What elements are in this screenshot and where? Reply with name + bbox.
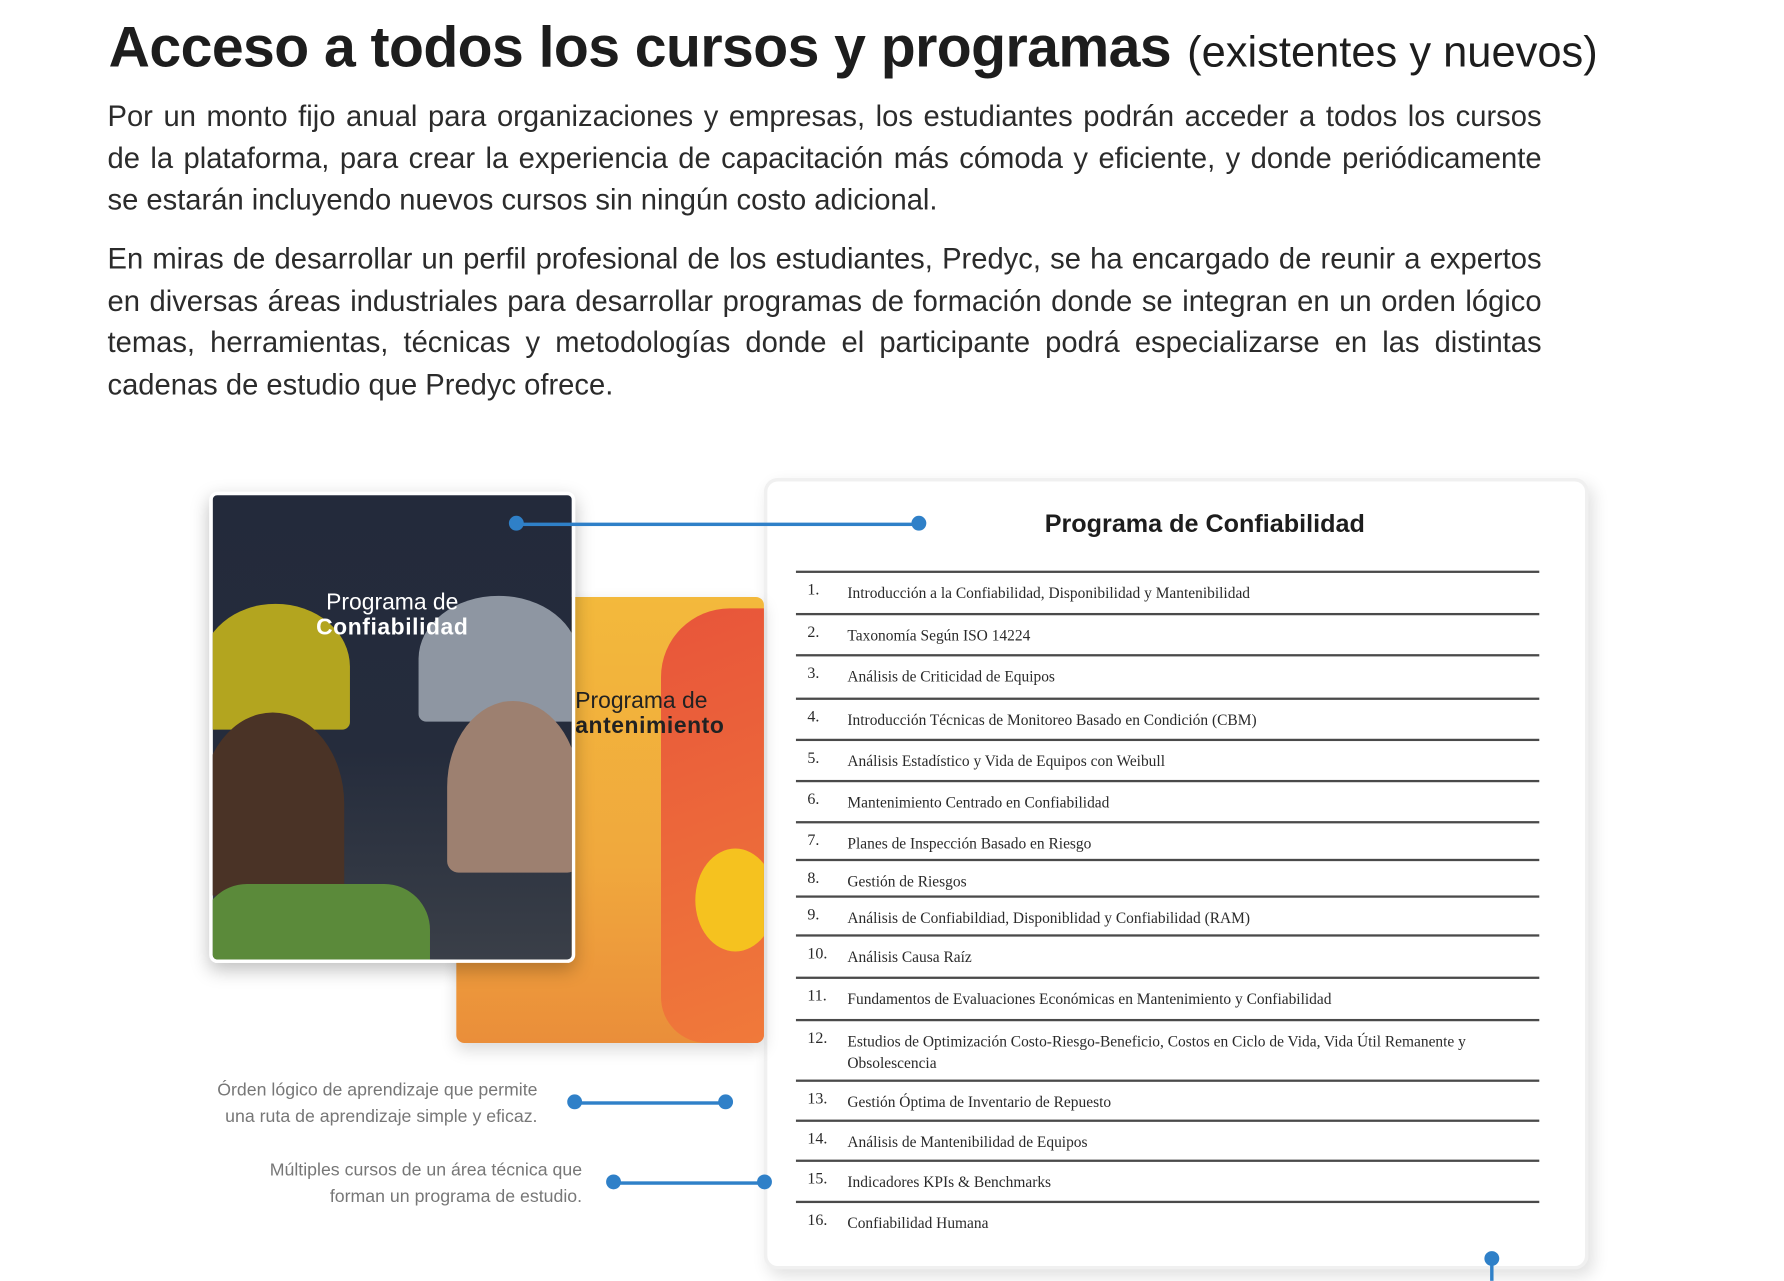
item-text: Gestión de Riesgos (847, 872, 967, 890)
item-text: Indicadores KPIs & Benchmarks (847, 1173, 1052, 1191)
card-label-line2: Confiabilidad (316, 615, 469, 641)
intro-paragraph: Por un monto fijo anual para organizaciones y empresas, los estudiantes podrán acceder a todos los cursos de la plataforma, para crear la experiencia de capacitación más cómoda y eficiente, y donde periódicamente se estarán incluyendo nuevos cursos sin ningún costo adicional. (107, 100, 1542, 217)
item-number: 5. (807, 750, 820, 768)
list-item[interactable] (796, 1019, 1539, 1072)
item-number: 11. (807, 988, 827, 1006)
item-number: 9. (807, 906, 820, 925)
connector-line (575, 1101, 725, 1104)
list-item[interactable] (796, 934, 1539, 966)
connector-dot (718, 1094, 733, 1109)
item-text: Estudios de Optimización Costo-Riesgo-Beneficio, Costos en Ciclo de Vida, Vida Útil Remanente y Obsolescencia (847, 1032, 1466, 1072)
program-panel (764, 478, 1589, 1269)
item-number: 6. (807, 791, 820, 809)
caption-line: forman un programa de estudio. (329, 1187, 583, 1207)
caption-learning-path (149, 1077, 538, 1130)
item-number: 14. (807, 1131, 828, 1149)
list-item[interactable] (796, 1080, 1539, 1111)
list-item[interactable] (796, 977, 1539, 1008)
page-title (109, 14, 1598, 80)
panel-title: Programa de Confiabilidad (1044, 508, 1365, 538)
list-item[interactable] (796, 859, 1539, 890)
item-text: Fundamentos de Evaluaciones Económicas en Mantenimiento y Confiabilidad (847, 990, 1332, 1008)
list-item[interactable] (796, 895, 1539, 927)
list-item[interactable] (796, 571, 1539, 602)
caption-line: Múltiples cursos de un área técnica que (269, 1160, 583, 1181)
connector-dot (911, 516, 926, 531)
list-item[interactable] (796, 613, 1539, 644)
item-text: Mantenimiento Centrado en Confiabilidad (847, 793, 1110, 811)
item-number: 15. (807, 1171, 828, 1189)
worker-image (661, 608, 764, 1043)
title-main: Acceso a todos los cursos y programas (108, 14, 1172, 79)
reliability-program-card[interactable] (209, 492, 575, 963)
item-number: 16. (807, 1212, 828, 1230)
list-item[interactable] (796, 1160, 1539, 1191)
item-text: Análisis Estadístico y Vida de Equipos con Weibull (847, 752, 1165, 770)
item-text: Análisis de Mantenibilidad de Equipos (847, 1133, 1088, 1151)
caption-line: una ruta de aprendizaje simple y eficaz. (225, 1107, 538, 1127)
programs-paragraph: En miras de desarrollar un perfil profesional de los estudiantes, Predyc, se ha encargado de reunir a expertos en diversas áreas industriales para desarrollar programas de formación donde se integran en un orden lógico temas, herramientas, técnicas y metodologías donde el participante podrá especializarse en las distintas cadenas de estudio que Predyc ofrece. (107, 243, 1542, 402)
item-number: 8. (807, 870, 820, 888)
connector-line (614, 1181, 765, 1184)
connector-line (1490, 1258, 1493, 1281)
item-number: 7. (807, 832, 820, 850)
connector-line (517, 523, 920, 526)
caption-multiple-courses (193, 1157, 582, 1210)
caption-line: Órden lógico de aprendizaje que permite (217, 1080, 538, 1101)
worker-face-image (209, 712, 344, 895)
card-label-line1: Programa de (326, 590, 459, 616)
item-number: 12. (807, 1030, 828, 1048)
list-item[interactable] (796, 1201, 1539, 1232)
list-item[interactable] (796, 780, 1539, 811)
list-item[interactable] (796, 821, 1539, 852)
item-text: Introducción Técnicas de Monitoreo Basado en Condición (CBM) (847, 711, 1257, 729)
item-text: Confiabilidad Humana (847, 1214, 989, 1232)
connector-dot (757, 1174, 772, 1189)
item-text: Introducción a la Confiabilidad, Disponibilidad y Mantenibilidad (847, 584, 1251, 602)
item-text: Gestión Óptima de Inventario de Repuesto (847, 1093, 1112, 1111)
connector-dot (509, 516, 524, 531)
item-text: Análisis Causa Raíz (847, 948, 972, 966)
item-number: 3. (807, 665, 820, 683)
card-label-line2: antenimiento (575, 713, 725, 739)
item-number: 4. (807, 709, 820, 727)
connector-dot (606, 1174, 621, 1189)
card-label (213, 590, 572, 640)
title-subtitle: (existentes y nuevos) (1187, 28, 1598, 77)
item-text: Taxonomía Según ISO 14224 (847, 626, 1031, 644)
list-item[interactable] (796, 698, 1539, 729)
connector-dot (567, 1094, 582, 1109)
item-number: 1. (807, 582, 820, 600)
item-number: 10. (807, 945, 828, 963)
list-item[interactable] (796, 1120, 1539, 1151)
card-label (575, 688, 724, 738)
item-number: 2. (807, 624, 820, 642)
worker-face-image (447, 701, 575, 873)
item-text: Análisis de Criticidad de Equipos (847, 667, 1055, 686)
list-item[interactable] (796, 739, 1539, 770)
item-number: 13. (807, 1090, 828, 1109)
vest-image (209, 884, 430, 963)
card-label-line1: Programa de (575, 688, 708, 714)
item-text: Análisis de Confiabildiad, Disponiblidad y Confiabilidad (RAM) (847, 909, 1251, 927)
list-item[interactable] (796, 654, 1539, 686)
item-text: Planes de Inspección Basado en Riesgo (847, 834, 1092, 852)
